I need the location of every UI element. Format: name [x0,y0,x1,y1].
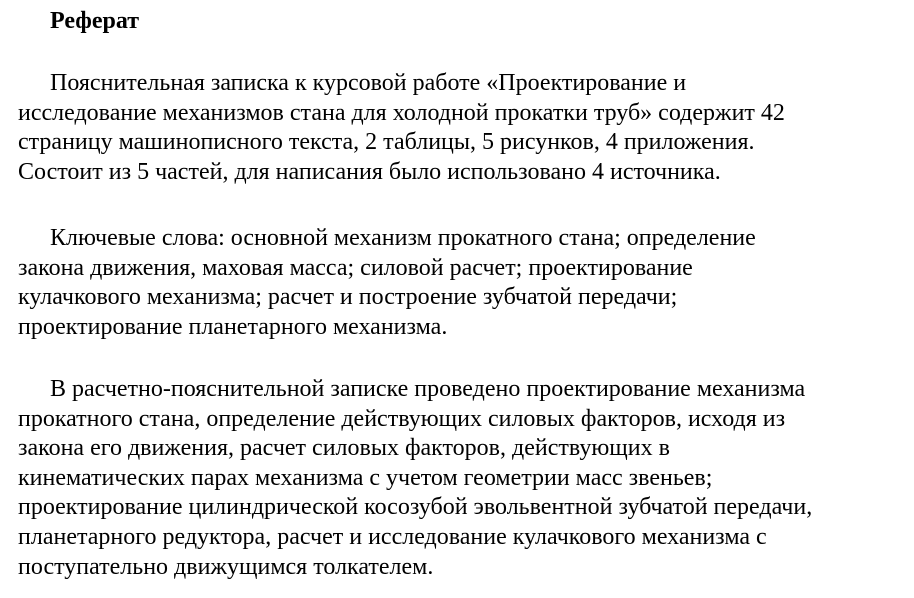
paragraph-line: кулачкового механизма; расчет и построение зубчатой передачи; [18,284,678,311]
paragraph-keywords [18,224,914,342]
document-heading: Реферат [50,8,140,34]
paragraph-line: Состоит из 5 частей, для написания было использовано 4 источника. [18,158,721,185]
paragraph-line: планетарного редуктора, расчет и исследование кулачкового механизма с [18,523,767,550]
paragraph-line: страницу машинописного текста, 2 таблицы, 5 рисунков, 4 приложения. [18,129,755,156]
paragraph-line: Ключевые слова: основной механизм прокатного стана; определение [50,225,756,251]
paragraph-summary [18,69,914,187]
paragraph-description [18,375,914,582]
paragraph-line: исследование механизмов стана для холодной прокатки труб» содержит 42 [18,99,785,126]
paragraph-line: В расчетно-пояснительной записке проведено проектирование механизма [50,376,806,402]
paragraph-line: закона движения, маховая масса; силовой расчет; проектирование [18,254,693,281]
paragraph-line: поступательно движущимся толкателем. [18,553,434,580]
paragraph-line: кинематических парах механизма с учетом геометрии масс звеньев; [18,464,713,491]
paragraph-line: закона его движения, расчет силовых факторов, действующих в [18,435,670,462]
paragraph-line: Пояснительная записка к курсовой работе «Проектирование и [50,70,687,96]
paragraph-line: прокатного стана, определение действующих силовых факторов, исходя из [18,405,786,432]
paragraph-line: проектирование цилиндрической косозубой эвольвентной зубчатой передачи, [18,494,813,521]
paragraph-line: проектирование планетарного механизма. [18,313,448,340]
